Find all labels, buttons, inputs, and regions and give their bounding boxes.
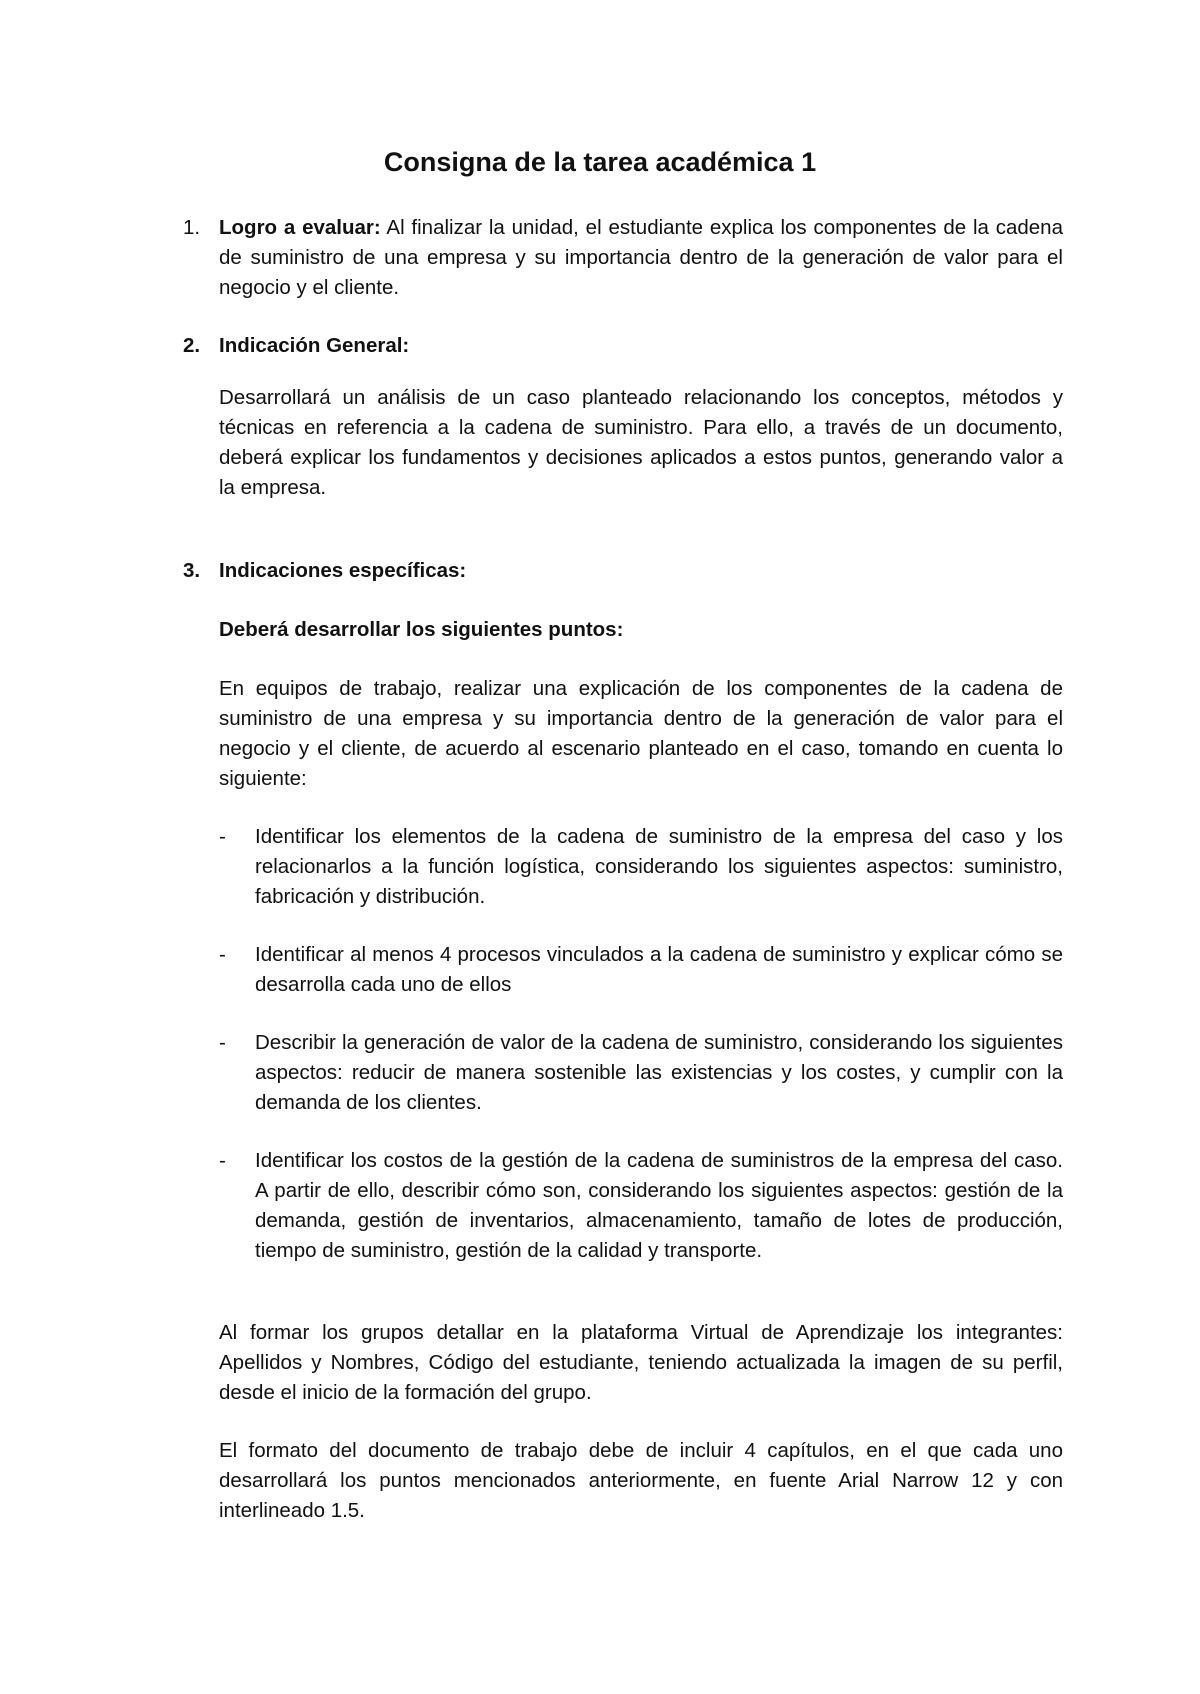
- bullet-2-text: Identificar al menos 4 procesos vinculados a la cadena de suministro y explicar cómo se desarrolla cada uno de ellos: [255, 943, 1063, 996]
- section-3-subheading: Deberá desarrollar los siguientes puntos:: [219, 618, 624, 641]
- section-1-number: 1.: [183, 216, 201, 239]
- bullet-3-marker: -: [219, 1031, 226, 1054]
- closing-paragraph-2: El formato del documento de trabajo debe de incluir 4 capítulos, en el que cada uno desarrollará los puntos mencionados anteriormente, en fuente Arial Narrow 12 y con interlineado 1.5.: [219, 1439, 1063, 1522]
- section-2-number: 2.: [183, 334, 201, 357]
- bullet-1-text: Identificar los elementos de la cadena de suministro de la empresa del caso y los relacionarlos a la función logística, considerando los siguientes aspectos: suministro, fabricación y distribución.: [255, 825, 1063, 908]
- section-3-number: 3.: [183, 559, 201, 582]
- bullet-2-marker: -: [219, 943, 226, 966]
- section-3-label: Indicaciones específicas:: [219, 559, 467, 582]
- page-title: Consigna de la tarea académica 1: [383, 147, 817, 177]
- bullet-4-marker: -: [219, 1149, 226, 1172]
- section-2-label: Indicación General:: [219, 334, 410, 357]
- section-3-intro: En equipos de trabajo, realizar una explicación de los componentes de la cadena de suministro de una empresa y su importancia dentro de la generación de valor para el negocio y el cliente, de acuerdo al escenario planteado en el caso, tomando en cuenta lo siguiente:: [219, 677, 1063, 790]
- section-1-paragraph: [219, 213, 1063, 303]
- bullet-1-marker: -: [219, 825, 226, 848]
- bullet-3-text: Describir la generación de valor de la cadena de suministro, considerando los siguientes aspectos: reducir de manera sostenible las existencias y los costes, y cumplir con la demanda de los clientes.: [255, 1031, 1063, 1114]
- bullet-4-text: Identificar los costos de la gestión de la cadena de suministros de la empresa del caso. A partir de ello, describir cómo son, considerando los siguientes aspectos: gestión de la demanda, gestión de inventarios, almacenamiento, tamaño de lotes de producción, tiempo de suministro, gestión de la calidad y transporte.: [255, 1149, 1063, 1262]
- section-1-text: Al finalizar la unidad, el estudiante explica los componentes de la cadena de suministro de una empresa y su importancia dentro de la generación de valor para el negocio y el cliente.: [219, 216, 1063, 299]
- closing-paragraph-1: Al formar los grupos detallar en la plataforma Virtual de Aprendizaje los integrantes: Apellidos y Nombres, Código del estudiante, teniendo actualizada la imagen de su perfil, desde el inicio de la formación del grupo.: [219, 1321, 1063, 1404]
- section-2-text: Desarrollará un análisis de un caso planteado relacionando los conceptos, métodos y técnicas en referencia a la cadena de suministro. Para ello, a través de un documento, deberá explicar los fundamentos y decisiones aplicados a estos puntos, generando valor a la empresa.: [219, 386, 1063, 499]
- section-1-label: Logro a evaluar:: [219, 216, 381, 239]
